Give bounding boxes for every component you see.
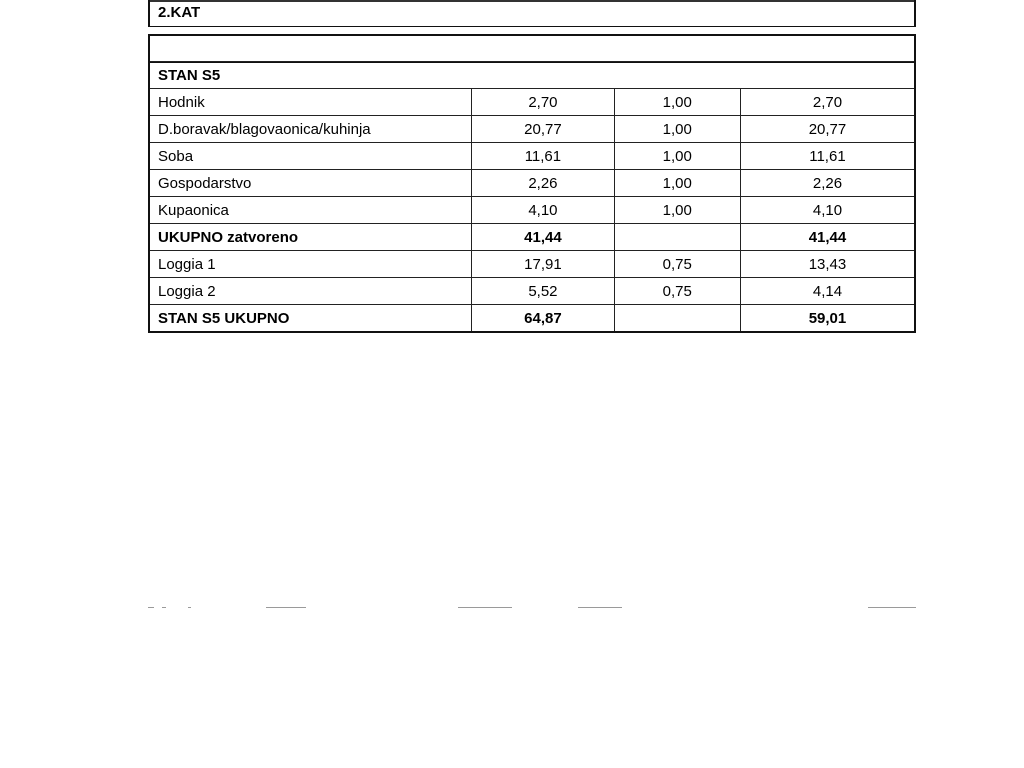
table-row <box>149 305 915 333</box>
scan-speck <box>266 607 306 608</box>
coefficient-cell: 1,00 <box>614 89 740 116</box>
table-row <box>149 116 915 143</box>
area-cell: 20,77 <box>472 116 614 143</box>
area-cell: 17,91 <box>472 251 614 278</box>
scan-speck <box>188 607 191 608</box>
room-name-cell: Loggia 1 <box>149 251 472 278</box>
net-area-cell: 59,01 <box>740 305 915 333</box>
coefficient-cell: 0,75 <box>614 278 740 305</box>
area-cell: 64,87 <box>472 305 614 333</box>
floor-header <box>148 0 916 27</box>
scan-speck <box>148 607 154 608</box>
area-table-body <box>149 62 915 333</box>
blank-row <box>148 34 916 63</box>
scan-speck <box>162 607 166 608</box>
apartment-title-row <box>149 62 915 89</box>
room-name-cell: Hodnik <box>149 89 472 116</box>
coefficient-cell: 0,75 <box>614 251 740 278</box>
table-row <box>149 170 915 197</box>
room-name-cell: STAN S5 UKUPNO <box>149 305 472 333</box>
net-area-cell: 13,43 <box>740 251 915 278</box>
net-area-cell: 20,77 <box>740 116 915 143</box>
net-area-cell: 4,10 <box>740 197 915 224</box>
room-name-cell: Kupaonica <box>149 197 472 224</box>
scan-artifact-line <box>148 606 916 610</box>
coefficient-cell: 1,00 <box>614 116 740 143</box>
floor-label: 2.KAT <box>158 4 201 21</box>
coefficient-cell: 1,00 <box>614 197 740 224</box>
table-row <box>149 278 915 305</box>
area-cell: 2,26 <box>472 170 614 197</box>
coefficient-cell: 1,00 <box>614 170 740 197</box>
table-row <box>149 197 915 224</box>
coefficient-cell <box>614 305 740 333</box>
room-name-cell: Soba <box>149 143 472 170</box>
net-area-cell: 4,14 <box>740 278 915 305</box>
apartment-title: STAN S5 <box>149 62 915 89</box>
area-cell: 4,10 <box>472 197 614 224</box>
area-cell: 5,52 <box>472 278 614 305</box>
area-table <box>148 61 916 333</box>
area-cell: 11,61 <box>472 143 614 170</box>
scan-speck <box>578 607 622 608</box>
room-name-cell: UKUPNO zatvoreno <box>149 224 472 251</box>
net-area-cell: 2,70 <box>740 89 915 116</box>
area-cell: 41,44 <box>472 224 614 251</box>
table-row <box>149 224 915 251</box>
coefficient-cell: 1,00 <box>614 143 740 170</box>
scan-speck <box>868 607 916 608</box>
coefficient-cell <box>614 224 740 251</box>
net-area-cell: 41,44 <box>740 224 915 251</box>
room-name-cell: Gospodarstvo <box>149 170 472 197</box>
area-cell: 2,70 <box>472 89 614 116</box>
table-row <box>149 89 915 116</box>
scan-speck <box>458 607 512 608</box>
net-area-cell: 11,61 <box>740 143 915 170</box>
net-area-cell: 2,26 <box>740 170 915 197</box>
room-name-cell: Loggia 2 <box>149 278 472 305</box>
table-row <box>149 251 915 278</box>
table-row <box>149 143 915 170</box>
room-name-cell: D.boravak/blagovaonica/kuhinja <box>149 116 472 143</box>
